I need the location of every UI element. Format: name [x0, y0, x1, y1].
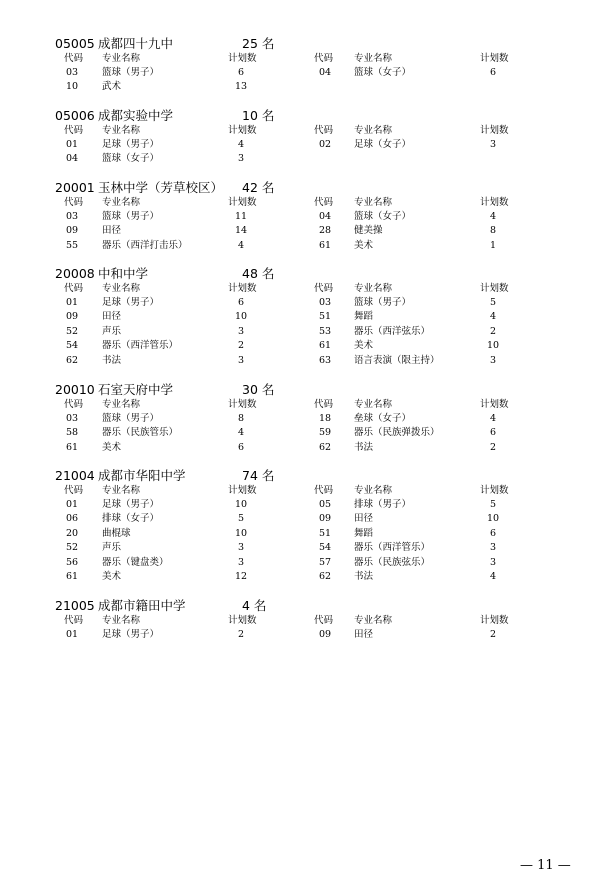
plan-count: 3 [489, 139, 497, 150]
code-column-header: 代码 [314, 283, 334, 294]
code-column-header: 代码 [64, 53, 84, 64]
plan-count: 4 [237, 239, 245, 251]
major-code: 61 [318, 340, 332, 352]
school-quota: 10 名 [242, 108, 275, 123]
school-quota: 74 名 [242, 468, 275, 483]
major-code: 01 [65, 139, 79, 150]
major-name: 排球（女子） [102, 513, 160, 525]
major-name: 器乐（键盘类） [102, 556, 169, 568]
major-name: 书法 [354, 571, 374, 582]
plan-column-header: 计划数 [228, 53, 257, 64]
plan-count: 3 [489, 556, 497, 568]
major-code: 54 [65, 340, 79, 352]
major-name: 武术 [102, 81, 122, 93]
major-code: 03 [65, 413, 79, 424]
major-code: 62 [65, 354, 79, 366]
plan-count: 10 [486, 513, 500, 525]
major-name: 舞蹈 [354, 311, 374, 323]
table-row [0, 239, 611, 253]
major-name: 足球（女子） [354, 139, 412, 150]
table-row [0, 512, 611, 526]
plan-count: 11 [234, 211, 248, 222]
major-code: 63 [318, 354, 332, 366]
table-row [0, 628, 611, 642]
plan-count: 5 [489, 499, 497, 510]
major-code: 06 [65, 513, 79, 525]
major-name: 篮球（男子） [102, 413, 160, 424]
name-column-header: 专业名称 [354, 53, 393, 64]
major-name: 书法 [102, 354, 122, 366]
major-code: 62 [318, 441, 332, 453]
school-code: 20008 [55, 266, 95, 281]
name-column-header: 专业名称 [102, 615, 141, 626]
major-code: 02 [318, 139, 332, 150]
plan-count: 6 [237, 67, 245, 78]
major-name: 排球（男子） [354, 499, 412, 510]
school-name: 成都四十九中 [98, 36, 174, 51]
plan-count: 2 [237, 629, 245, 640]
table-row [0, 296, 611, 310]
major-name: 曲棍球 [102, 527, 131, 539]
major-name: 器乐（民族管乐） [102, 427, 179, 439]
major-name: 足球（男子） [102, 139, 160, 150]
school-name: 玉林中学（芳草校区） [98, 180, 224, 195]
plan-count: 3 [237, 354, 245, 366]
name-column-header: 专业名称 [102, 399, 141, 410]
major-name: 美术 [354, 239, 374, 251]
code-column-header: 代码 [64, 615, 84, 626]
major-code: 04 [318, 67, 332, 78]
plan-column-header: 计划数 [480, 399, 509, 410]
major-name: 篮球（男子） [102, 67, 160, 78]
table-row [0, 138, 611, 152]
plan-count: 4 [489, 211, 497, 222]
major-name: 田径 [354, 629, 374, 640]
major-code: 09 [65, 311, 79, 323]
plan-count: 2 [489, 325, 497, 337]
major-code: 09 [318, 513, 332, 525]
plan-count: 3 [489, 542, 497, 554]
major-name: 美术 [102, 441, 122, 453]
plan-count: 3 [237, 325, 245, 337]
page-number: — 11 — [520, 858, 571, 873]
major-code: 09 [318, 629, 332, 640]
major-code: 10 [65, 81, 79, 93]
plan-count: 5 [237, 513, 245, 525]
table-row [0, 210, 611, 224]
major-code: 04 [65, 153, 79, 165]
plan-count: 8 [237, 413, 245, 424]
school-quota: 4 名 [242, 598, 267, 613]
plan-count: 2 [489, 441, 497, 453]
major-code: 54 [318, 542, 332, 554]
plan-column-header: 计划数 [228, 615, 257, 626]
major-name: 篮球（女子） [354, 67, 412, 78]
table-row [0, 66, 611, 80]
code-column-header: 代码 [64, 485, 84, 496]
plan-column-header: 计划数 [480, 615, 509, 626]
major-code: 01 [65, 629, 79, 640]
table-row [0, 570, 611, 584]
plan-column-header: 计划数 [480, 197, 509, 208]
plan-count: 2 [489, 629, 497, 640]
major-name: 器乐（西洋管乐） [102, 340, 179, 352]
major-name: 篮球（男子） [354, 297, 412, 308]
major-code: 57 [318, 556, 332, 568]
major-name: 足球（男子） [102, 499, 160, 510]
major-name: 田径 [102, 225, 122, 237]
plan-count: 10 [486, 340, 500, 352]
table-row [0, 426, 611, 440]
plan-column-header: 计划数 [228, 485, 257, 496]
table-row [0, 498, 611, 512]
major-name: 书法 [354, 441, 374, 453]
major-name: 器乐（民族弦乐） [354, 556, 431, 568]
major-code: 05 [318, 499, 332, 510]
school-code: 05006 [55, 108, 95, 123]
name-column-header: 专业名称 [354, 485, 393, 496]
major-code: 18 [318, 413, 332, 424]
major-name: 声乐 [102, 325, 122, 337]
school-name: 成都实验中学 [98, 108, 174, 123]
school-code: 20001 [55, 180, 95, 195]
school-name: 成都市籍田中学 [98, 598, 186, 613]
plan-count: 4 [237, 427, 245, 439]
major-code: 09 [65, 225, 79, 237]
major-name: 舞蹈 [354, 527, 374, 539]
table-row [0, 152, 611, 166]
name-column-header: 专业名称 [102, 197, 141, 208]
plan-count: 13 [234, 81, 248, 93]
plan-count: 6 [237, 297, 245, 308]
major-name: 垒球（女子） [354, 413, 412, 424]
major-code: 56 [65, 556, 79, 568]
major-code: 52 [65, 542, 79, 554]
plan-count: 8 [489, 225, 497, 237]
school-code: 21004 [55, 468, 95, 483]
major-name: 篮球（男子） [102, 211, 160, 222]
major-code: 01 [65, 499, 79, 510]
major-name: 田径 [102, 311, 122, 323]
major-code: 01 [65, 297, 79, 308]
plan-count: 5 [489, 297, 497, 308]
code-column-header: 代码 [64, 399, 84, 410]
code-column-header: 代码 [314, 615, 334, 626]
plan-column-header: 计划数 [228, 197, 257, 208]
school-name: 石室天府中学 [98, 382, 174, 397]
name-column-header: 专业名称 [102, 53, 141, 64]
table-row [0, 339, 611, 353]
code-column-header: 代码 [314, 125, 334, 136]
name-column-header: 专业名称 [354, 197, 393, 208]
school-quota: 42 名 [242, 180, 275, 195]
name-column-header: 专业名称 [354, 615, 393, 626]
major-name: 语言表演（限主持） [354, 354, 440, 366]
major-code: 59 [318, 427, 332, 439]
plan-count: 3 [489, 354, 497, 366]
major-name: 健美操 [354, 225, 383, 237]
plan-count: 4 [489, 413, 497, 424]
major-name: 声乐 [102, 542, 122, 554]
major-name: 器乐（西洋弦乐） [354, 325, 431, 337]
plan-column-header: 计划数 [480, 283, 509, 294]
plan-count: 3 [237, 542, 245, 554]
major-code: 61 [318, 239, 332, 251]
major-code: 51 [318, 311, 332, 323]
plan-count: 6 [489, 67, 497, 78]
plan-count: 6 [237, 441, 245, 453]
plan-count: 10 [234, 311, 248, 323]
code-column-header: 代码 [64, 283, 84, 294]
school-name: 中和中学 [98, 266, 149, 281]
school-code: 05005 [55, 36, 95, 51]
plan-count: 10 [234, 499, 248, 510]
major-code: 03 [65, 211, 79, 222]
major-code: 03 [65, 67, 79, 78]
code-column-header: 代码 [314, 197, 334, 208]
table-row [0, 412, 611, 426]
name-column-header: 专业名称 [102, 485, 141, 496]
major-name: 足球（男子） [102, 297, 160, 308]
table-row [0, 541, 611, 555]
plan-count: 4 [489, 311, 497, 323]
plan-count: 6 [489, 427, 497, 439]
code-column-header: 代码 [314, 485, 334, 496]
table-row [0, 80, 611, 94]
major-code: 61 [65, 571, 79, 582]
major-name: 器乐（西洋管乐） [354, 542, 431, 554]
major-name: 篮球（女子） [354, 211, 412, 222]
major-code: 51 [318, 527, 332, 539]
major-name: 田径 [354, 513, 374, 525]
major-name: 篮球（女子） [102, 153, 160, 165]
table-row [0, 527, 611, 541]
code-column-header: 代码 [314, 53, 334, 64]
school-name: 成都市华阳中学 [98, 468, 186, 483]
table-row [0, 354, 611, 368]
plan-count: 2 [237, 340, 245, 352]
name-column-header: 专业名称 [354, 399, 393, 410]
plan-column-header: 计划数 [480, 485, 509, 496]
plan-count: 4 [237, 139, 245, 150]
plan-count: 4 [489, 571, 497, 582]
code-column-header: 代码 [314, 399, 334, 410]
plan-count: 6 [489, 527, 497, 539]
major-code: 04 [318, 211, 332, 222]
major-code: 03 [318, 297, 332, 308]
school-quota: 48 名 [242, 266, 275, 281]
code-column-header: 代码 [64, 197, 84, 208]
plan-count: 12 [234, 571, 248, 582]
major-code: 28 [318, 225, 332, 237]
school-code: 21005 [55, 598, 95, 613]
plan-count: 3 [237, 556, 245, 568]
major-code: 62 [318, 571, 332, 582]
major-name: 美术 [354, 340, 374, 352]
table-row [0, 556, 611, 570]
name-column-header: 专业名称 [354, 125, 393, 136]
name-column-header: 专业名称 [354, 283, 393, 294]
major-code: 53 [318, 325, 332, 337]
table-row [0, 325, 611, 339]
table-row [0, 441, 611, 455]
school-quota: 30 名 [242, 382, 275, 397]
major-code: 55 [65, 239, 79, 251]
code-column-header: 代码 [64, 125, 84, 136]
major-name: 美术 [102, 571, 122, 582]
major-name: 足球（男子） [102, 629, 160, 640]
name-column-header: 专业名称 [102, 283, 141, 294]
table-row [0, 224, 611, 238]
plan-count: 1 [489, 239, 497, 251]
plan-count: 10 [234, 527, 248, 539]
school-code: 20010 [55, 382, 95, 397]
major-name: 器乐（西洋打击乐） [102, 239, 188, 251]
plan-count: 14 [234, 225, 248, 237]
name-column-header: 专业名称 [102, 125, 141, 136]
school-quota: 25 名 [242, 36, 275, 51]
plan-column-header: 计划数 [228, 399, 257, 410]
plan-column-header: 计划数 [480, 125, 509, 136]
major-code: 20 [65, 527, 79, 539]
plan-count: 3 [237, 153, 245, 165]
plan-column-header: 计划数 [228, 283, 257, 294]
table-row [0, 310, 611, 324]
major-code: 61 [65, 441, 79, 453]
major-code: 58 [65, 427, 79, 439]
plan-column-header: 计划数 [228, 125, 257, 136]
plan-column-header: 计划数 [480, 53, 509, 64]
major-name: 器乐（民族弹拨乐） [354, 427, 440, 439]
major-code: 52 [65, 325, 79, 337]
